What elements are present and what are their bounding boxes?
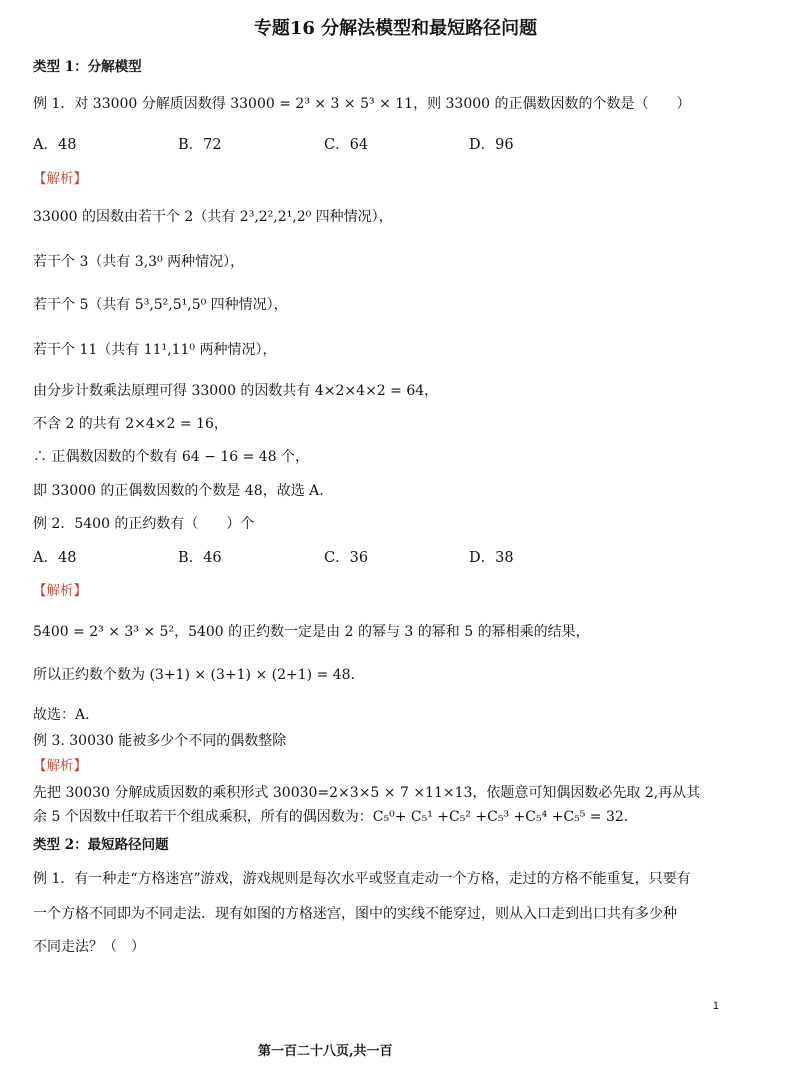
example-4-question-line: 一个方格不同即为不同走法．现有如图的方格迷宫，图中的实线不能穿过，则从入口走到出口共有多少种: [33, 906, 677, 922]
example-1-option-d: D．96: [469, 137, 514, 153]
example-1-solution-line: 即 33000 的正偶数因数的个数是 48，故选 A.: [33, 483, 324, 499]
example-1-solution-line: 不含 2 的共有 2×4×2 = 16，: [33, 416, 228, 432]
footer-fade-overlay: [398, 1030, 478, 1066]
example-1-solution-line: 若干个 3（共有 3,3⁰ 两种情况），: [33, 254, 245, 270]
example-2-solution-line: 所以正约数个数为 (3+1) × (3+1) × (2+1) = 48．: [33, 667, 365, 683]
example-2-option-d: D．38: [469, 550, 514, 566]
example-1-question: 例 1．对 33000 分解质因数得 33000 = 2³ × 3 × 5³ × 11，则 33000 的正偶数因数的个数是（ ）: [33, 96, 691, 112]
page-title: 专题16 分解法模型和最短路径问题: [253, 18, 538, 39]
example-1-option-b: B．72: [178, 137, 222, 153]
example-1-solution-line: 由分步计数乘法原理可得 33000 的因数共有 4×2×4×2 = 64，: [33, 383, 439, 399]
example-1-solution-line: 若干个 5（共有 5³,5²,5¹,5⁰ 四种情况），: [33, 297, 288, 313]
section-heading-type1: 类型 1：分解模型: [33, 59, 142, 75]
example-2-option-a: A．48: [33, 550, 77, 566]
example-3-question: 例 3. 30030 能被多少个不同的偶数整除: [33, 733, 287, 749]
example-2-solution-line: 故选：A.: [33, 707, 90, 723]
example-2-question: 例 2．5400 的正约数有（ ）个: [33, 516, 255, 532]
example-1-solution-line: ∴ 正偶数因数的个数有 64 − 16 = 48 个，: [33, 449, 310, 465]
section-heading-type2: 类型 2：最短路径问题: [33, 837, 169, 853]
example-3-solution-line: 先把 30030 分解成质因数的乘积形式 30030=2×3×5 × 7 ×11×13，依题意可知偶因数必先取 2,再从其: [33, 785, 701, 801]
example-1-solution-line: 若干个 11（共有 11¹,11⁰ 两种情况），: [33, 342, 277, 358]
example-1-solution-line: 33000 的因数由若干个 2（共有 2³,2²,2¹,2⁰ 四种情况），: [33, 209, 393, 225]
example-2-option-c: C．36: [324, 550, 369, 566]
example-2-solution-line: 5400 = 2³ × 3³ × 5²，5400 的正约数一定是由 2 的幂与 3 的幂和 5 的幂相乘的结果，: [33, 624, 590, 640]
example-2-option-b: B．46: [178, 550, 222, 566]
example-4-question-line: 例 1．有一种走“方格迷宫”游戏，游戏规则是每次水平或竖直走动一个方格，走过的方格不能重复，只要有: [33, 871, 691, 887]
page-footer: 第一百二十八页,共一百: [258, 1044, 393, 1059]
example-1-option-a: A．48: [33, 137, 77, 153]
example-1-solution-tag: 【解析】: [33, 171, 87, 187]
example-2-solution-tag: 【解析】: [33, 583, 87, 599]
example-4-question-line: 不同走法？（ ）: [33, 939, 145, 955]
example-3-solution-line: 余 5 个因数中任取若干个组成乘积，所有的偶因数为：C₅⁰+ C₅¹ +C₅² +C₅³ +C₅⁴ +C₅⁵ = 32．: [33, 809, 638, 825]
page-number: 1: [712, 1000, 719, 1012]
example-3-solution-tag: 【解析】: [33, 758, 87, 774]
example-1-option-c: C．64: [324, 137, 369, 153]
